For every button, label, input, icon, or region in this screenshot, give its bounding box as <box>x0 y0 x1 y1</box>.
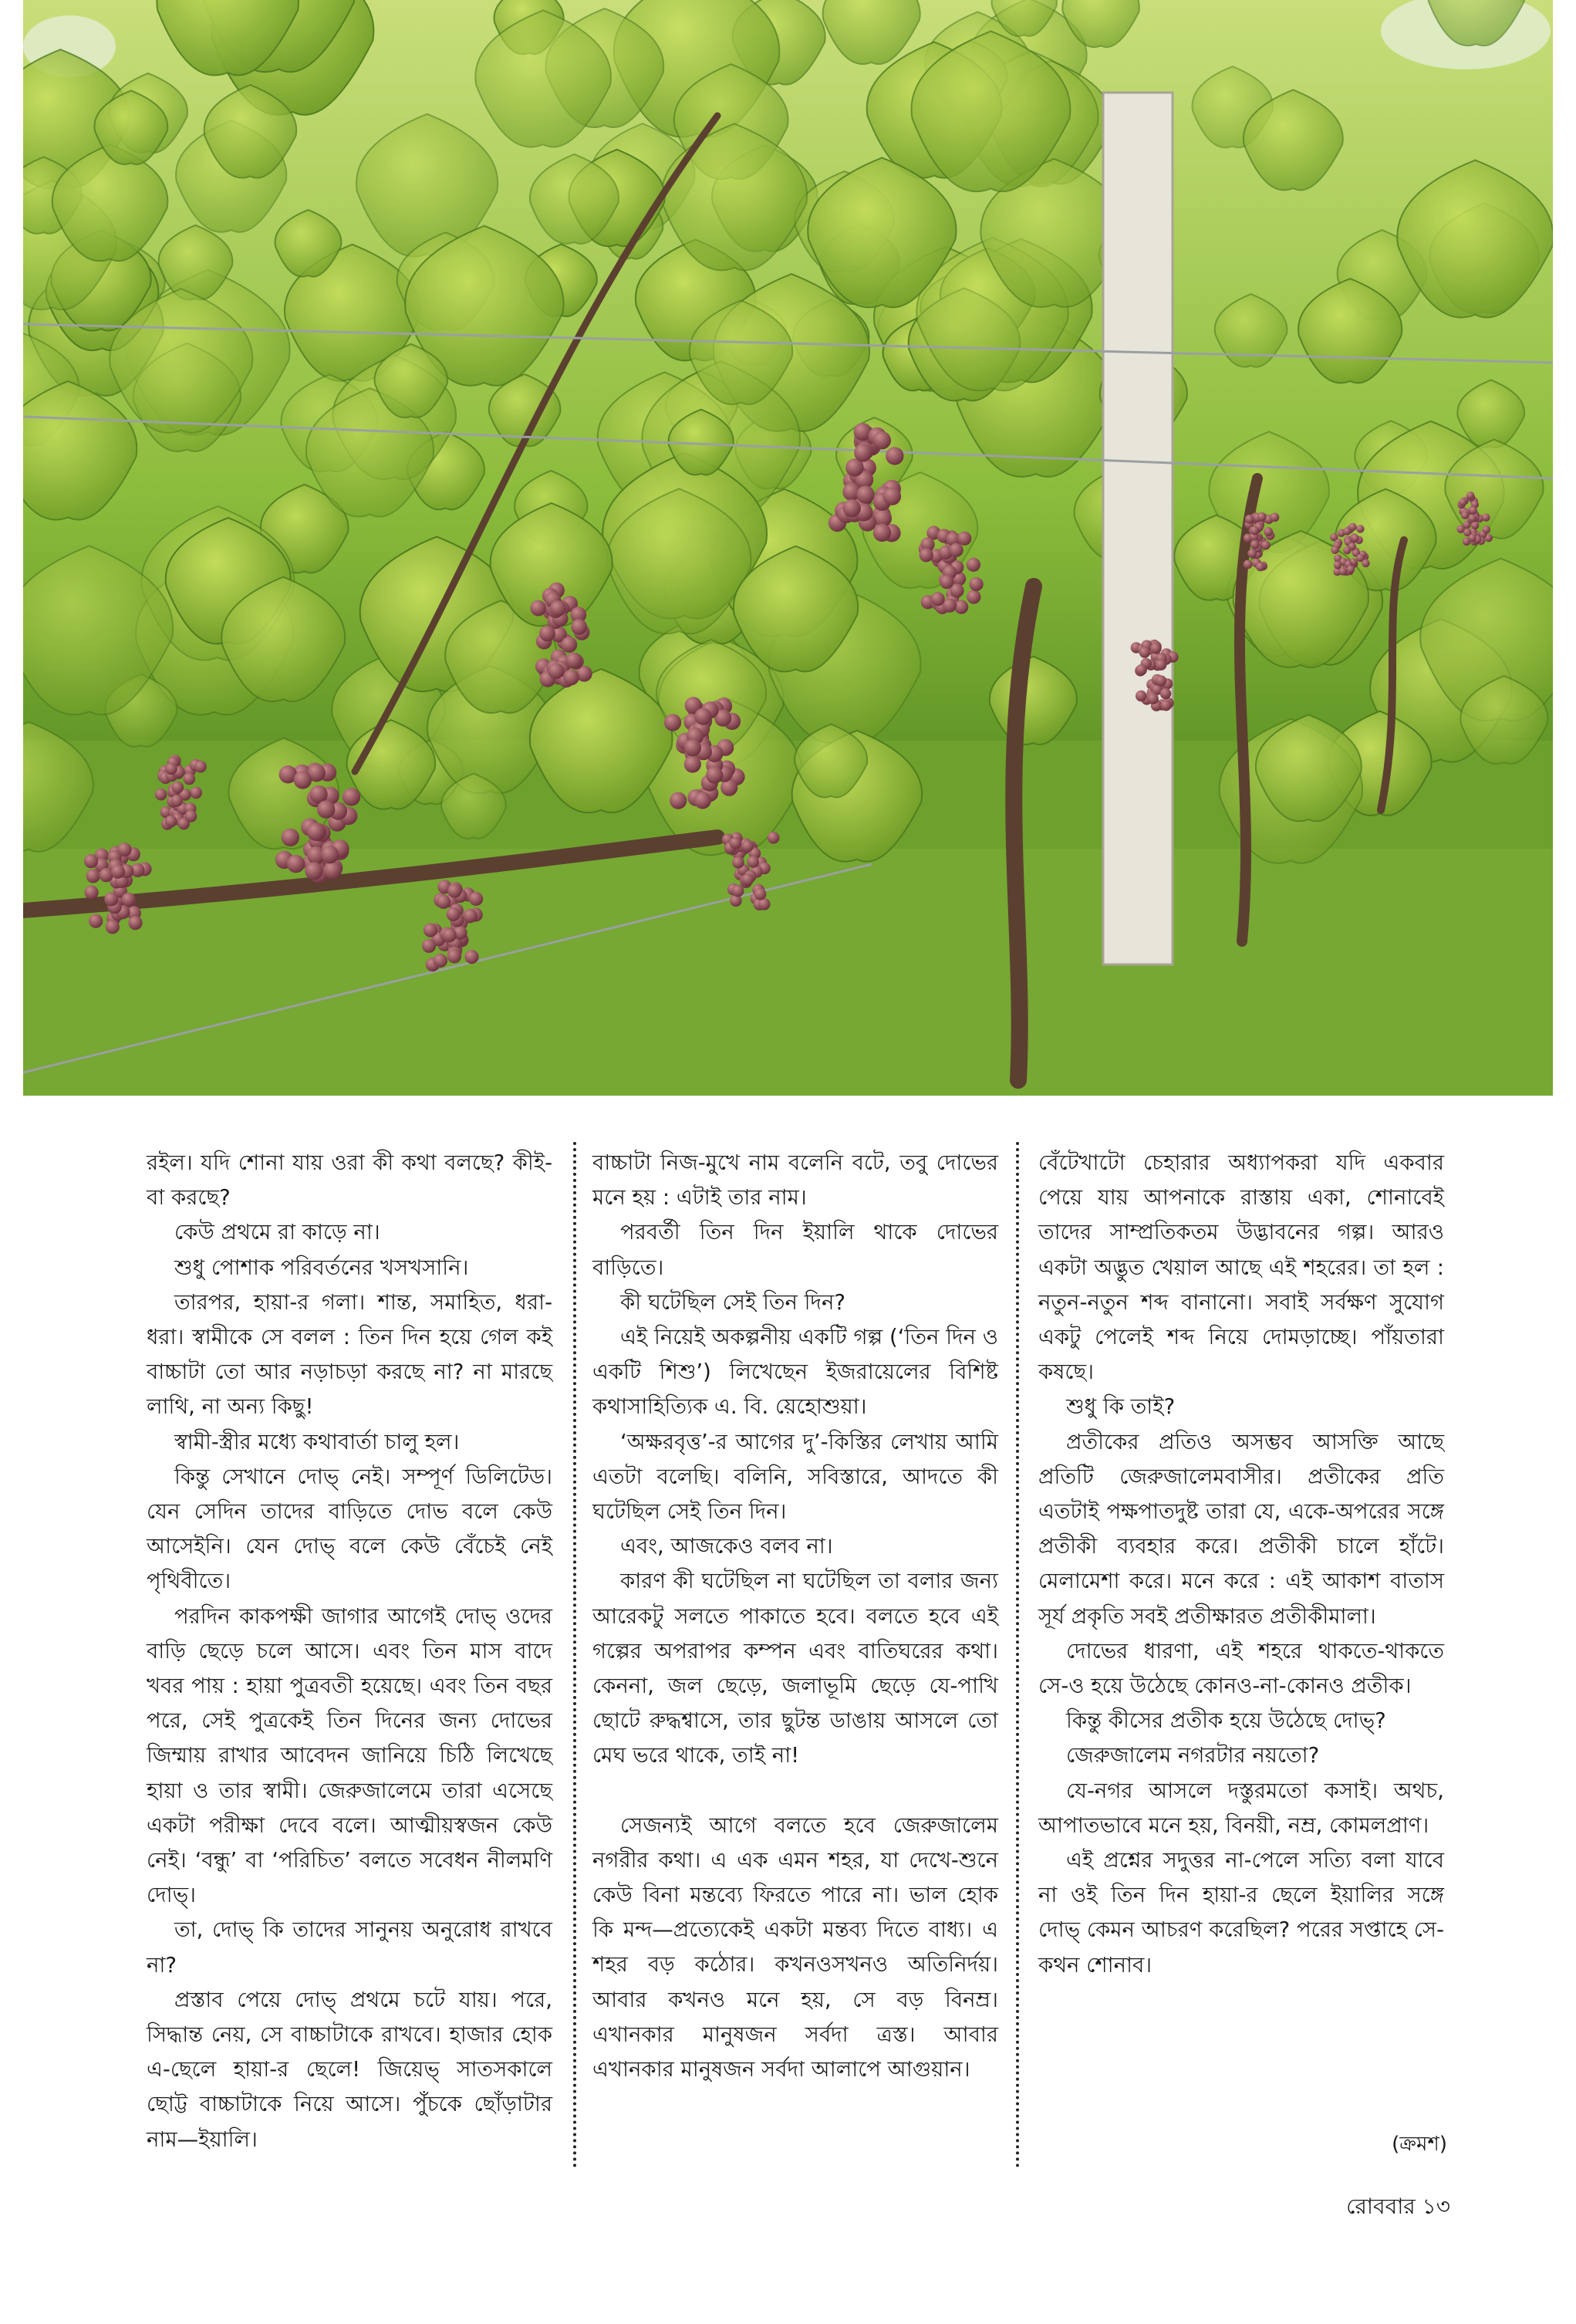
paragraph: দোভের ধারণা, এই শহরে থাকতে-থাকতে সে-ও হয়ে উঠেছে কোনও-না-কোনও প্রতীক। <box>1038 1638 1444 1699</box>
paragraph: স্বামী-স্ত্রীর মধ্যে কথাবার্তা চালু হল। <box>174 1429 460 1454</box>
vineyard-photo <box>23 0 1553 1096</box>
paragraph: জেরুজালেম নগরটার নয়তো? <box>1066 1743 1320 1768</box>
vineyard-illustration <box>23 0 1553 1096</box>
paragraph: এই প্রশ্নের সদুত্তর না-পেলে সত্যি বলা যাবে না ওই তিন দিন হায়া-র ছেলে ইয়ালির সঙ্গে দোভ্ কেমন আচরণ করেছিল? পরের সপ্তাহে সে-কথন শোনাব। <box>1038 1848 1444 1978</box>
paragraph: কিন্তু কীসের প্রতীক হয়ে উঠেছে দোভ্? <box>1066 1708 1386 1734</box>
paragraph: প্রতীকের প্রতিও অসম্ভব আসক্তি আছে প্রতিটি জেরুজালেমবাসীর। প্রতীকের প্রতি এতটাই পক্ষপাতদুষ্ট তারা যে, একে-অপরের সঙ্গে প্রতীকী ব্যবহার করে। প্রতীকী চালে হাঁটে। মেলামেশা করে। মনে করে : এই আকাশ বাতাস সূর্য প্রকৃতি সবই প্রতীক্ষারত প্রতীকীমালা। <box>1038 1429 1444 1629</box>
paragraph: কী ঘটেছিল সেই তিন দিন? <box>620 1289 845 1315</box>
article-column-2 <box>592 1146 998 2087</box>
paragraph: পরদিন কাকপক্ষী জাগার আগেই দোভ্ ওদের বাড়ি ছেড়ে চলে আসে। এবং তিন মাস বাদে খবর পায় : হায়া পুত্রবতী হয়েছে। এবং তিন বছর পরে, সেই পুত্রকেই তিন দিনের জন্য দোভের জিম্মায় রাখার আবেদন জানিয়ে চিঠি লিখেছে হায়া ও তার স্বামী। জেরুজালেমে তারা এসেছে একটা পরীক্ষা দেবে বলে। আত্মীয়স্বজন কেউ নেই। ‘বন্ধু’ বা ‘পরিচিত’ বলতে সবেধন নীলমণি দোভ্। <box>147 1603 552 1908</box>
paragraph: তারপর, হায়া-র গলা। শান্ত, সমাহিত, ধরা-ধরা। স্বামীকে সে বলল : তিন দিন হয়ে গেল কই বাচ্চাটা তো আর নড়াচড়া করছে না? না মারছে লাথি, না অন্য কিছু! <box>147 1289 552 1420</box>
paragraph: এবং, আজকেও বলব না। <box>620 1534 833 1559</box>
paragraph: পরবর্তী তিন দিন ইয়ালি থাকে দোভের বাড়িতে। <box>592 1220 998 1280</box>
paragraph: শুধু কি তাই? <box>1066 1394 1176 1420</box>
paragraph: শুধু পোশাক পরিবর্তনের খসখসানি। <box>174 1255 469 1280</box>
article-column-3 <box>1038 1146 1444 1983</box>
paragraph: বেঁটেখাটো চেহারার অধ্যাপকরা যদি একবার পেয়ে যায় আপনাকে রাস্তায় একা, শোনাবেই তাদের সাম্প্রতিকতম উদ্ভাবনের গল্প। আরও একটা অদ্ভুত খেয়াল আছে এই শহরের। তা হল : নতুন-নতুন শব্দ বানানো। সবাই সর্বক্ষণ সুযোগ একটু পেলেই শব্দ নিয়ে দোমড়াচ্ছে। পাঁয়তারা কষছে। <box>1038 1150 1444 1385</box>
article-column-1 <box>147 1146 552 2157</box>
paragraph: প্রস্তাব পেয়ে দোভ্ প্রথমে চটে যায়। পরে, সিদ্ধান্ত নেয়, সে বাচ্চাটাকে রাখবে। হাজার হোক এ-ছেলে হায়া-র ছেলে! জিয়েভ্ সাতসকালে ছোট্ট বাচ্চাটাকে নিয়ে আসে। পুঁচকে ছোঁড়াটার নাম—ইয়ালি। <box>147 1987 552 2152</box>
page-folio: রোববার ১৩ <box>1346 2194 1450 2219</box>
paragraph: তা, দোভ্ কি তাদের সানুনয় অনুরোধ রাখবে না? <box>147 1917 552 1978</box>
paragraph: রইল। যদি শোনা যায় ওরা কী কথা বলছে? কীই-বা করছে? <box>147 1150 552 1211</box>
column-rule <box>1016 1142 1019 2168</box>
paragraph: ‘অক্ষরবৃত্ত’-র আগের দু’-কিস্তির লেখায় আমি এতটা বলেছি। বলিনি, সবিস্তারে, আদতে কী ঘটেছিল সেই তিন দিন। <box>592 1429 998 1525</box>
paragraph: এই নিয়েই অকল্পনীয় একটি গল্প (‘তিন দিন ও একটি শিশু’) লিখেছেন ইজরায়েলের বিশিষ্ট কথাসাহিত্যিক এ. বি. য়েহোশুয়া। <box>592 1325 998 1420</box>
paragraph: কেউ প্রথমে রা কাড়ে না। <box>174 1220 380 1245</box>
paragraph: কারণ কী ঘটেছিল না ঘটেছিল তা বলার জন্য আরেকটু সলতে পাকাতে হবে। বলতে হবে এই গল্পের অপরাপর কম্পন এবং বাতিঘরের কথা। কেননা, জল ছেড়ে, জলাভূমি ছেড়ে যে-পাখি ছোটে রুদ্ধশ্বাসে, তার ছুটন্ত ডাঙায় আসলে তো মেঘ ভরে থাকে, তাই না! <box>592 1569 998 1768</box>
column-rule <box>573 1142 576 2168</box>
paragraph: সেজন্যই আগে বলতে হবে জেরুজালেম নগরীর কথা। এ এক এমন শহর, যা দেখে-শুনে কেউ বিনা মন্তব্যে ফিরতে পারে না। ভাল হোক কি মন্দ—প্রত্যেকেই একটা মন্তব্য দিতে বাধ্য। এ শহর বড় কঠোর। কখনওসখনও অতিনির্দয়। আবার কখনও মনে হয়, সে বড় বিনম্র। এখানকার মানুষজন সর্বদা ত্রস্ত। আবার এখানকার মানুষজন সর্বদা আলাপে আগুয়ান। <box>592 1812 998 2082</box>
paragraph: বাচ্চাটা নিজ-মুখে নাম বলেনি বটে, তবু দোভের মনে হয় : এটাই তার নাম। <box>592 1150 998 1211</box>
paragraph: কিন্তু সেখানে দোভ্ নেই। সম্পূর্ণ ডিলিটেড। যেন সেদিন তাদের বাড়িতে দোভ বলে কেউ আসেইনি। যেন দোভ্ বলে কেউ বেঁচেই নেই পৃথিবীতে। <box>147 1464 552 1594</box>
paragraph: যে-নগর আসলে দস্তুরমতো কসাই। অথচ, আপাতভাবে মনে হয়, বিনয়ী, নম্র, কোমলপ্রাণ। <box>1038 1778 1444 1838</box>
continued-note: (ক্রমশ) <box>1392 2133 1447 2156</box>
